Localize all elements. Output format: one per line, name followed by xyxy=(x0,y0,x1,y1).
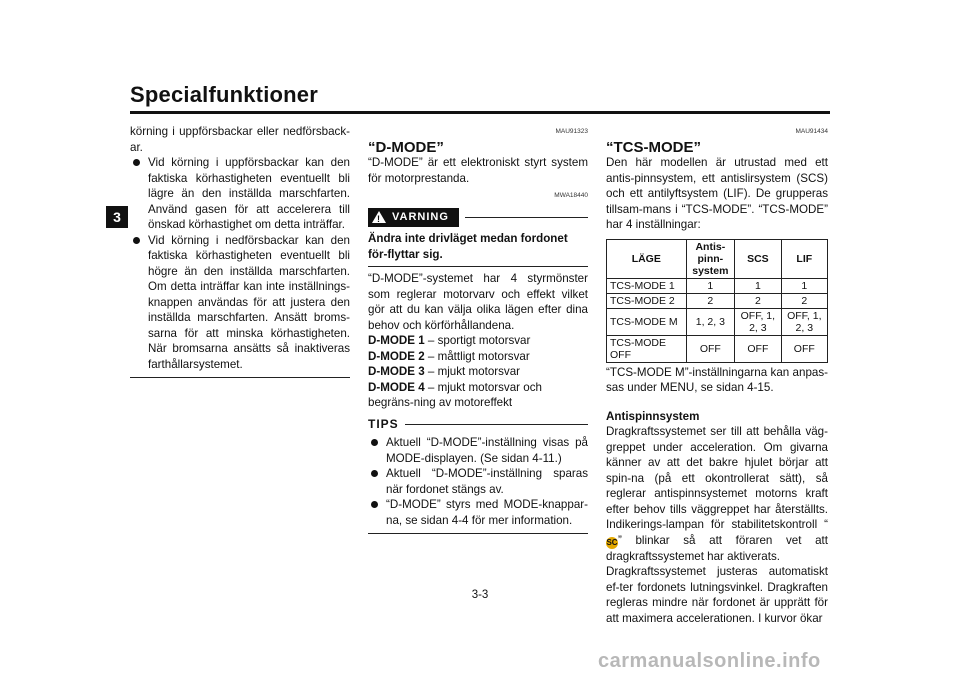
middle-column xyxy=(368,124,588,534)
paragraph xyxy=(606,424,828,564)
table-cell: TCS-MODE OFF xyxy=(607,335,687,362)
warning-end-rule xyxy=(368,266,588,267)
mode-name: D-MODE 1 xyxy=(368,334,425,347)
warning-badge xyxy=(368,208,459,228)
section-body: “D-MODE”-systemet har 4 styrmönster som reglerar motorvarv och effekt vilket gör att du kan välja olika lägen efter dina behov och körförhållandena. xyxy=(368,272,588,332)
mode-item xyxy=(368,380,588,411)
after-table-text: “TCS-MODE M”-inställningarna kan anpas-sas under MENU, se sidan 4-15. xyxy=(606,365,828,394)
section-intro: Den här modellen är utrustad med ett antis-pinnsystem, ett antislirsystem (SCS) och ett antilyftsystem (LIF). De grupperas tillsam-mans i “TCS-MODE”. “TCS-MODE” har 4 inställningar: xyxy=(606,156,828,231)
tips-end-rule xyxy=(368,533,588,534)
left-bullet-list xyxy=(130,155,350,372)
mode-item xyxy=(368,333,588,349)
tips-label: TIPS xyxy=(368,416,399,431)
subheading: Antispinnsystem xyxy=(606,409,700,423)
list-item xyxy=(368,466,588,497)
list-item xyxy=(130,155,350,233)
table-cell: 1 xyxy=(781,278,827,293)
table-header-cell: Antis-pinn-system xyxy=(686,239,735,278)
page-title: Specialfunktioner xyxy=(130,82,318,107)
left-intro: körning i uppförsbackar eller nedförsback-ar. xyxy=(130,125,350,154)
warning-icon: ! xyxy=(372,211,386,223)
mode-desc: – mjukt motorsvar och begräns-ning av motoreffekt xyxy=(368,380,542,409)
section-code: MAU91323 xyxy=(555,128,588,135)
stability-indicator-icon: SC xyxy=(606,537,618,547)
table-cell: TCS-MODE M xyxy=(607,308,687,335)
table-cell: 2 xyxy=(735,293,781,308)
table-cell: OFF, 1, 2, 3 xyxy=(735,308,781,335)
warning-header xyxy=(368,208,588,228)
mode-desc: – sportigt motorsvar xyxy=(424,334,531,347)
left-column xyxy=(130,124,350,378)
list-item xyxy=(368,497,588,528)
list-item xyxy=(130,233,350,373)
right-column xyxy=(606,124,828,626)
paragraph-text: ” blinkar så att föraren vet att dragkraftssystemet har aktiverats. xyxy=(606,533,828,563)
bullet-icon xyxy=(371,501,378,508)
warning-rule xyxy=(465,217,588,218)
tips-rule xyxy=(405,424,588,425)
table-header-row xyxy=(607,239,828,278)
tips-list xyxy=(368,435,588,528)
table-header-cell: LIF xyxy=(781,239,827,278)
watermark: carmanualsonline.info xyxy=(598,650,821,672)
table-row xyxy=(607,293,828,308)
bullet-icon xyxy=(133,237,140,244)
tcs-mode-table xyxy=(606,239,828,363)
section-intro: “D-MODE” är ett elektroniskt styrt system för motorprestanda. xyxy=(368,156,588,185)
table-cell: OFF, 1, 2, 3 xyxy=(781,308,827,335)
warning-label: VARNING xyxy=(392,210,449,223)
table-cell: TCS-MODE 2 xyxy=(607,293,687,308)
table-row xyxy=(607,308,828,335)
warning-code: MWA18440 xyxy=(554,192,588,199)
tip-text: Aktuell “D-MODE”-inställning sparas när fordonet stängs av. xyxy=(386,467,588,496)
mode-name: D-MODE 4 xyxy=(368,380,425,394)
table-cell: 2 xyxy=(686,293,735,308)
table-cell: 2 xyxy=(781,293,827,308)
table-cell: TCS-MODE 1 xyxy=(607,278,687,293)
table-cell: OFF xyxy=(781,335,827,362)
mode-list xyxy=(368,333,588,411)
bullet-icon xyxy=(371,470,378,477)
paragraph: Dragkraftssystemet justeras automatiskt ef-ter fordonets lutningsvinkel. Dragkraften regleras mindre när fordonet är upprätt för att maximera accelerationen. I kurvor ökar xyxy=(606,565,828,625)
list-item xyxy=(368,435,588,466)
section-code: MAU91434 xyxy=(795,128,828,135)
title-rule xyxy=(130,111,830,114)
tips-header xyxy=(368,417,588,433)
section-end-rule xyxy=(130,377,350,378)
tip-text: “D-MODE” styrs med MODE-knappar-na, se sidan 4-4 för mer information. xyxy=(386,498,588,527)
warning-text: Ändra inte drivläget medan fordonet för-flyttar sig. xyxy=(368,232,568,261)
mode-item xyxy=(368,349,588,365)
mode-desc: – mjukt motorsvar xyxy=(424,365,521,378)
bullet-icon xyxy=(371,439,378,446)
table-cell: 1 xyxy=(686,278,735,293)
section-heading: “TCS-MODE” xyxy=(606,138,701,156)
table-cell: OFF xyxy=(735,335,781,362)
section-heading: “D-MODE” xyxy=(368,138,444,156)
chapter-tab: 3 xyxy=(106,206,128,228)
mode-item xyxy=(368,364,588,380)
table-header-cell: LÄGE xyxy=(607,239,687,278)
page-number: 3-3 xyxy=(471,589,489,601)
table-cell: OFF xyxy=(686,335,735,362)
bullet-text: Vid körning i nedförsbackar kan den faktiska körhastigheten eventuellt bli högre än den inställda marschfarten. Om detta inträffar kan inte inställnings-knappen användas för att justera den inställda marschfarten. Ansätt broms-sarna för att minska körhastigheten. När bromsarna ansätts så inaktiveras farthållarsystemet. xyxy=(148,233,350,371)
paragraph-text: Dragkraftssystemet ser till att behålla väg-greppet under acceleration. Om givarna känner av att det bakre hjulet börjar att spin-na (på ett okontrollerat sätt), så reglerar antispinnsystemet motorns kraft efter behov tills väggreppet har återställts. Indikerings-lampan för stabilitetskontroll “ xyxy=(606,425,828,531)
table-header-cell: SCS xyxy=(735,239,781,278)
table-row xyxy=(607,278,828,293)
mode-desc: – måttligt motorsvar xyxy=(424,349,530,363)
bullet-icon xyxy=(133,159,140,166)
table-cell: 1, 2, 3 xyxy=(686,308,735,335)
mode-name: D-MODE 2 xyxy=(368,349,425,363)
tip-text: Aktuell “D-MODE”-inställning visas på MODE-displayen. (Se sidan 4-11.) xyxy=(386,436,588,465)
table-cell: 1 xyxy=(735,278,781,293)
bullet-text: Vid körning i uppförsbackar kan den faktiska körhastigheten eventuellt bli lägre än den inställda marschfarten. Använd gasen för att accelerera till önskad körhastighet om detta inträffar. xyxy=(148,156,350,231)
mode-name: D-MODE 3 xyxy=(368,365,425,378)
table-row xyxy=(607,335,828,362)
